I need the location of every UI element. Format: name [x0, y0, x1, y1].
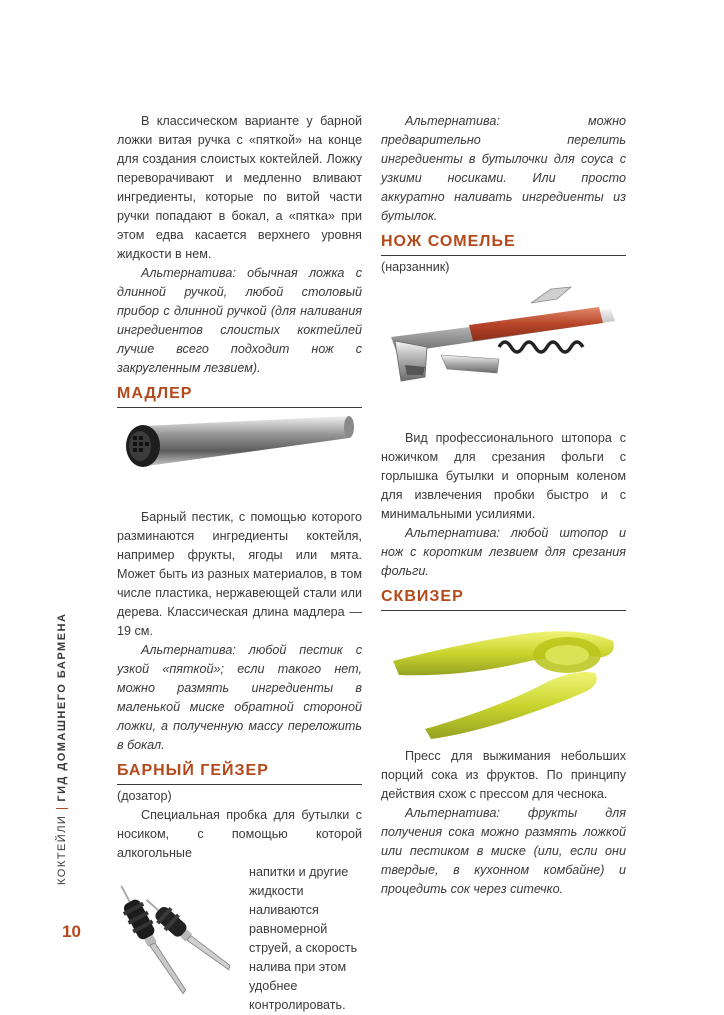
citrus-squeezer-image — [381, 611, 626, 747]
knife-description: Вид профессионального штопора с ножичком для срезания фольги с горлышка бутылки и опорным коленом для извлечения пробки быстро и с минимальными усилиями. — [381, 431, 626, 521]
series-title: ГИД ДОМАШНЕГО БАРМЕНА — [56, 612, 68, 802]
geyser-description-side: напитки и другие жидкости наливаются равномерной струей, а скорость налива при этом удобнее контролировать. — [249, 865, 358, 1012]
left-column — [117, 112, 362, 1013]
book-sidebar — [56, 613, 68, 885]
book-title: КОКТЕЙЛИ — [56, 814, 68, 885]
knife-alternative: Альтернатива: любой штопор и нож с коротким лезвием для срезания фольги. — [381, 526, 626, 578]
squeezer-description: Пресс для выжимания небольших порций сока из фруктов. По принципу действия схож с прессом для чеснока. — [381, 749, 626, 801]
geyser-heading: БАРНЫЙ ГЕЙЗЕР — [117, 761, 362, 785]
intro-paragraph: В классическом варианте у барной ложки витая ручка с «пяткой» на конце для создания слоистых коктейлей. Ложку переворачивают и медленно вливают ингредиенты, которые по витой части ручки попадают в бокал, а «пятка» при этом едва касается верхнего уровня жидкости в нем. — [117, 114, 362, 261]
pourer-image — [102, 869, 232, 1009]
geyser-description-top: Специальная пробка для бутылки с носиком, с помощью которой алкогольные — [117, 808, 362, 860]
sommelier-knife-image — [381, 277, 626, 429]
madler-description: Барный пестик, с помощью которого разминаются ингредиенты коктейля, например фрукты, ягоды или мята. Может быть из разных материалов, в том числе пластика, нержавеющей стали или дерева. Классическая длина мадлера — 19 см. — [117, 510, 362, 638]
intro-alternative: Альтернатива: обычная ложка с длинной ручкой, любой столовый прибор с длинной ручкой (для наливания ингредиентов слоистых коктейлей лучше всего подходит нож с закругленным лезвием). — [117, 266, 362, 375]
squeezer-heading: СКВИЗЕР — [381, 587, 626, 611]
muddler-image — [117, 408, 362, 508]
page-number: 10 — [62, 922, 81, 941]
madler-heading: МАДЛЕР — [117, 384, 362, 408]
squeezer-alternative: Альтернатива: фрукты для получения сока можно размять ложкой или пестиком в миске (или, если они твердые, в кухонном комбайне) и процедить сок через ситечко. — [381, 806, 626, 896]
knife-heading: НОЖ СОМЕЛЬЕ — [381, 232, 626, 256]
knife-subtitle: (нарзанник) — [381, 260, 450, 274]
sidebar-separator — [56, 808, 68, 809]
geyser-block — [117, 863, 362, 1013]
geyser-subtitle: (дозатор) — [117, 789, 172, 803]
madler-alternative: Альтернатива: любой пестик с узкой «пяткой»; если такого нет, можно размять ингредиенты в маленькой миске обратной стороной ложки, а полученную массу переложить в бокал. — [117, 643, 362, 752]
right-column — [381, 112, 626, 899]
top-alternative: Альтернатива: можно предварительно перелить ингредиенты в бутылочки для соуса с узкими носиками. Или просто аккуратно наливать ингредиенты из бутылок. — [381, 114, 626, 223]
